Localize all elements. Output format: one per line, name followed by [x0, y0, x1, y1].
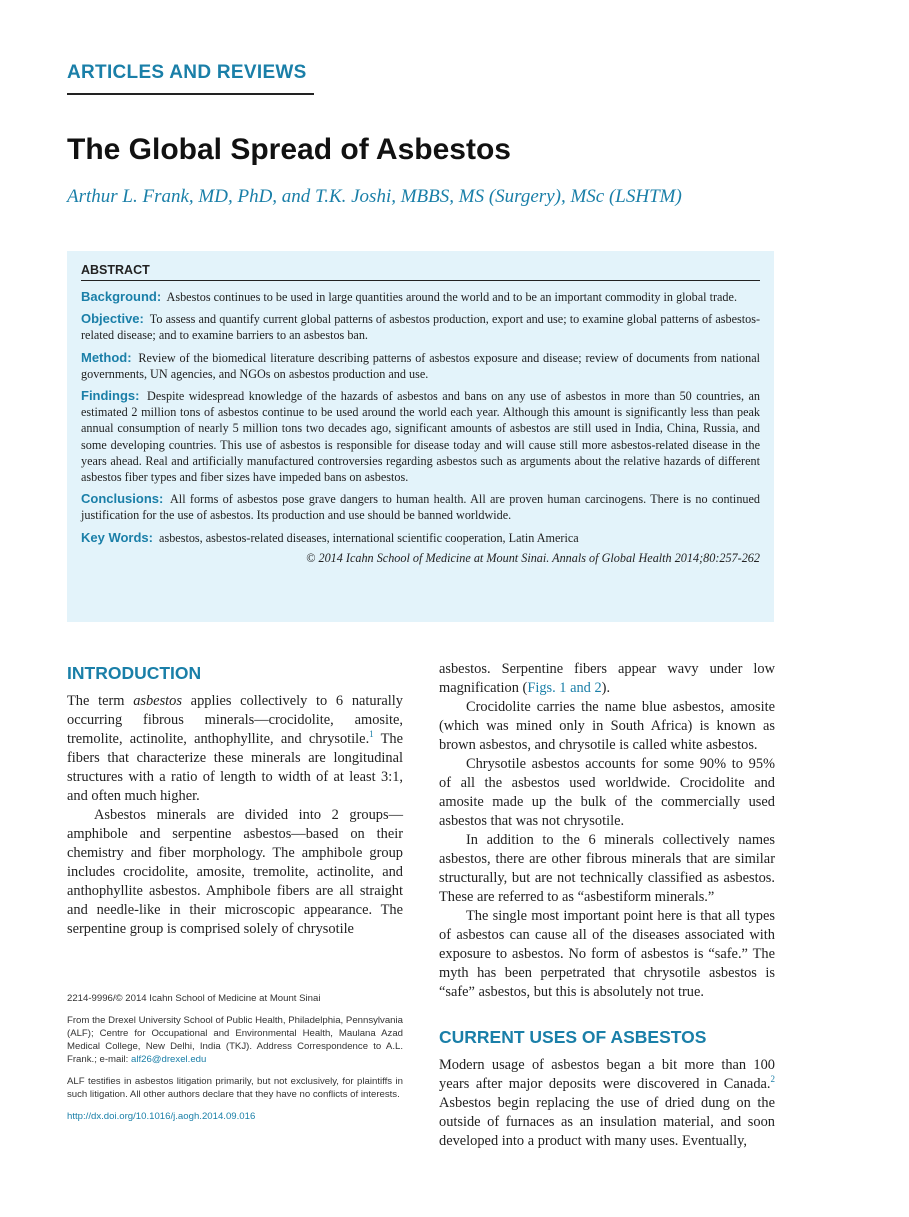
disclosure-note: ALF testifies in asbestos litigation primarily, but not exclusively, for plaintiffs in such litigation. All other authors declare that they have no conflicts of interests.	[67, 1076, 403, 1100]
abstract-text: Review of the biomedical literature describing patterns of asbestos exposure and disease; review of documents from national governments, UN agencies, and NGOs on asbestos production and use.	[81, 350, 761, 381]
text-run: From the Drexel University School of Public Health, Philadelphia, Pennsylvania (ALF); Centre for Occupational and Environmental Health, Maulana Azad Medical College, New Delhi, India (TKJ). Address Correspondence to A.L. Frank.; e-mail:	[67, 1015, 403, 1065]
affiliation-note	[67, 1014, 403, 1066]
abstract-heading: ABSTRACT	[81, 263, 760, 281]
abstract-background	[81, 289, 760, 305]
text-run: Modern usage of asbestos began a bit more than 100 years after major deposits were discovered in Canada.	[439, 1057, 775, 1092]
text-run: Asbestos begin replacing the use of dried dung on the outside of furnaces as an insulation material, and soon developed into a product with many uses. Eventually,	[439, 1095, 775, 1149]
section-tag-rule	[67, 93, 314, 95]
abstract-text: All forms of asbestos pose grave dangers to human health. All are proven human carcinogens. There is no continued justification for the use of asbestos. Its production and use should be banned worldwide.	[81, 492, 761, 523]
email-link[interactable]: alf26@drexel.edu	[130, 1054, 207, 1065]
figure-link[interactable]: Figs. 1 and 2	[527, 680, 602, 696]
abstract-label: Findings:	[81, 388, 140, 404]
footnotes	[67, 992, 403, 1132]
author-list: Arthur L. Frank, MD, PhD, and T.K. Joshi, MBBS, MS (Surgery), MSc (LSHTM)	[67, 186, 682, 207]
text-run: asbestos. Serpentine fibers appear wavy under low magnification (	[439, 661, 775, 696]
abstract-label: Conclusions:	[81, 491, 164, 507]
abstract-text: To assess and quantify current global patterns of asbestos production, export and use; to examine global patterns of asbestos-related disease; and to examine barriers to an asbestos ban.	[81, 312, 760, 343]
abstract-text: Asbestos continues to be used in large quantities around the world and to be an important commodity in global trade.	[166, 290, 737, 304]
doi-link[interactable]: http://dx.doi.org/10.1016/j.aogh.2014.09.016	[67, 1111, 256, 1122]
section-tag: ARTICLES AND REVIEWS	[67, 62, 307, 83]
abstract-label: Key Words:	[81, 529, 153, 545]
current-uses-heading: CURRENT USES OF ASBESTOS	[439, 1027, 707, 1047]
text-run: The term	[67, 693, 134, 709]
abstract-keywords	[81, 530, 760, 546]
introduction-heading: INTRODUCTION	[67, 663, 202, 683]
body-paragraph-4: The single most important point here is that all types of asbestos can cause all of the diseases associated with exposure to asbestos. No form of asbestos is “safe.” The myth has been perpetrated that chrysotile asbestos is “safe” asbestos, but this is absolutely not true.	[439, 908, 775, 1000]
reference-link[interactable]: 1	[369, 729, 374, 740]
abstract-label: Method:	[81, 349, 132, 365]
article-title: The Global Spread of Asbestos	[67, 133, 511, 166]
left-column	[67, 660, 403, 939]
body-paragraph-1: Crocidolite carries the name blue asbestos, amosite (which was mined only in South Africa) is known as brown asbestos, and chrysotile is called white asbestos.	[439, 699, 775, 753]
text-run: The fibers that characterize these minerals are longitudinal structures with a ratio of length to width of at least 3:1, and often much higher.	[67, 731, 403, 804]
intro-paragraph-1	[67, 692, 403, 806]
abstract-label: Background:	[81, 289, 162, 304]
abstract-label: Objective:	[81, 311, 144, 327]
right-column	[439, 660, 775, 1151]
abstract-objective	[81, 311, 760, 343]
issn-line: 2214-9996/© 2014 Icahn School of Medicine at Mount Sinai	[67, 993, 321, 1004]
abstract-box	[67, 251, 774, 622]
body-paragraph-5	[439, 1056, 775, 1151]
abstract-text: asbestos, asbestos-related diseases, international scientific cooperation, Latin America	[159, 530, 579, 545]
abstract-citation: © 2014 Icahn School of Medicine at Mount Sinai. Annals of Global Health 2014;80:257-262	[306, 550, 760, 565]
emphasis-term: asbestos	[133, 693, 182, 709]
body-paragraph-2: Chrysotile asbestos accounts for some 90% to 95% of all the asbestos used worldwide. Crocidolite and amosite made up the bulk of the commercially used asbestos that was not chrysotile.	[439, 756, 775, 829]
text-run: ).	[601, 680, 611, 696]
body-paragraph-0	[439, 660, 775, 698]
abstract-findings	[81, 388, 760, 485]
abstract-method	[81, 350, 760, 382]
abstract-text: Despite widespread knowledge of the hazards of asbestos and bans on any use of asbestos in more than 50 countries, an estimated 2 million tons of asbestos continue to be used around the world each year. Although this amount is significantly less than peak annual consumption of nearly 5 million tons two decades ago, significant amounts of asbestos are still used in India, China, Russia, and some developing countries. This use of asbestos is responsible for disease today and will cause still more asbestos-related disease in the years ahead. Real and artificially manufactured controversies regarding asbestos such as arguments about the relative hazards of different asbestos fiber types and fiber sizes have impeded bans on asbestos.	[81, 389, 761, 485]
reference-link[interactable]: 2	[770, 1074, 775, 1085]
text-run: applies collectively to 6 naturally occurring fibrous minerals—crocidolite, amosite, tremolite, actinolite, anthophyllite, and chrysotile.	[67, 693, 403, 747]
intro-paragraph-2: Asbestos minerals are divided into 2 groups—amphibole and serpentine asbestos—based on their chemistry and fiber morphology. The amphibole group includes crocidolite, amosite, tremolite, actinolite, and anthophyllite asbestos. Amphibole fibers are all straight and needle-like in their microscopic appearance. The serpentine group is comprised solely of chrysotile	[67, 807, 403, 937]
body-paragraph-3: In addition to the 6 minerals collectively names asbestos, there are other fibrous minerals that are similar structurally, but are not technically classified as asbestos. These are referred to as “asbestiform minerals.”	[439, 832, 775, 905]
abstract-conclusions	[81, 491, 760, 523]
